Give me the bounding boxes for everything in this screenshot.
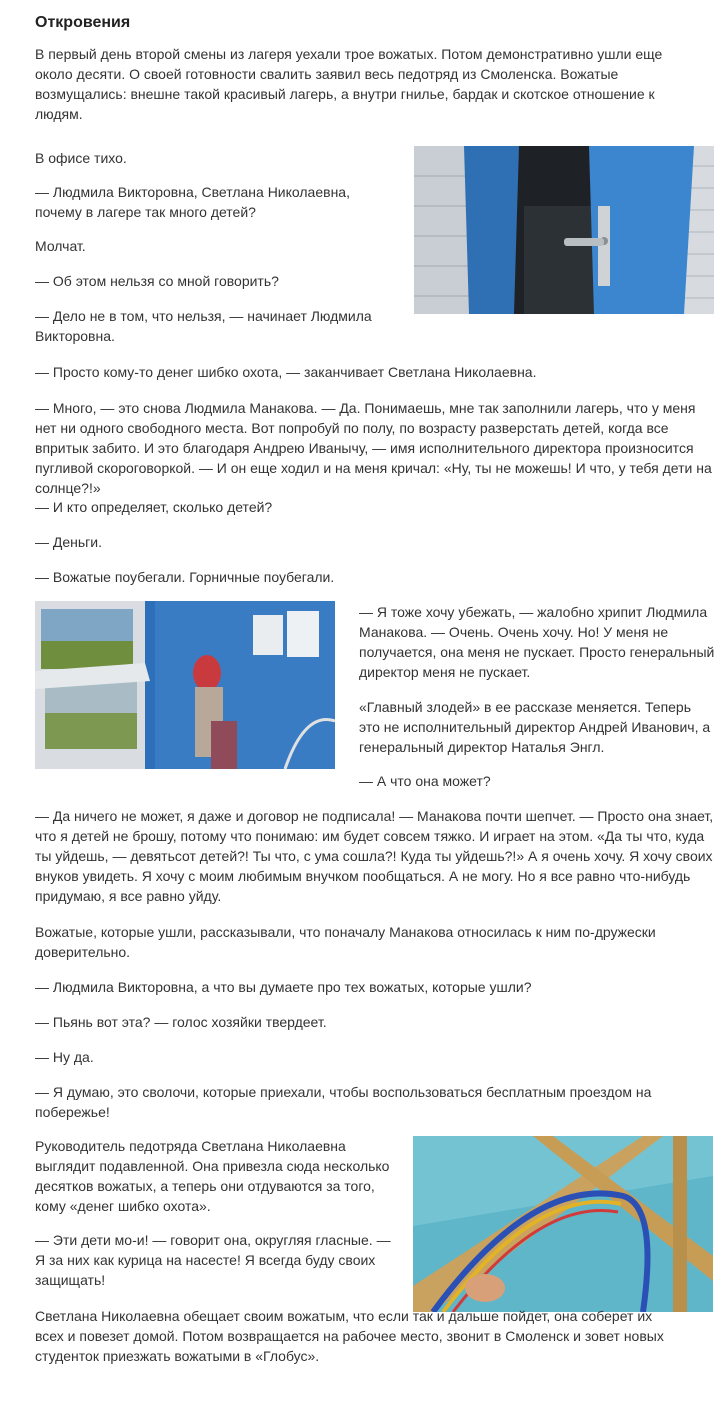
paragraph-counselors-told: Вожатые, которые ушли, рассказывали, что поначалу Манакова относилась к ним по-дружески доверительно. <box>35 924 656 960</box>
paragraph-my-children: — Эти дети мо-и! — говорит она, округляя гласные. — Я за них как курица на насесте! Я всегда буду своих защищать! <box>35 1232 391 1288</box>
paragraph-what-can-she: — А что она может? <box>359 773 491 789</box>
paragraph-office-quiet: В офисе тихо. <box>35 150 127 166</box>
paragraph-ran-away: — Вожатые поубегали. Горничные поубегали. <box>35 569 335 585</box>
paragraph-not-forbidden: — Дело не в том, что нельзя, — начинает Людмила Викторовна. <box>35 308 372 344</box>
paragraph-money: — Просто кому-то денег шибко охота, — заканчивает Светлана Николаевна. <box>35 364 537 380</box>
paragraph-want-to-run: — Я тоже хочу убежать, — жалобно хрипит Людмила Манакова. — Очень. Очень хочу. Но! У меня не получается, она меня не пускает. Просто генеральный директор меня не пускает. <box>359 604 715 680</box>
paragraph-yes: — Ну да. <box>35 1049 94 1065</box>
paragraph-money-answer: — Деньги. <box>35 534 102 550</box>
paragraph-intro: В первый день второй смены из лагеря уехали трое вожатых. Потом демонстративно ушли еще около десяти. О своей готовности свалить заявил весь педотряд из Смоленска. Вожатые возмущались: внешне такой красивый лагерь, а внутри гнилье, бардак и скотское отношение к людям. <box>35 46 663 122</box>
paragraph-scoundrels: — Я думаю, это сволочи, которые приехали, чтобы воспользоваться бесплатным проездом на побережье! <box>35 1084 652 1120</box>
photo-open-door <box>414 146 714 314</box>
paragraph-silence: Молчат. <box>35 238 86 254</box>
paragraph-nothing-can: — Да ничего не может, я даже и договор не подписала! — Манакова почти шепчет. — Просто она знает, что я детей не брошу, потому что понимаю: им будет совсем тяжко. И играет на этом. «Да ты что, куда ты уйдешь, — девятьсот детей?! Ты что, с ума сошла?! Куда ты уйдешь?!» А я очень хочу. Я хочу своих внуков увидеть. Я хочу с моим любимым внучком пообщаться. А не могу. Но я все равно что-нибудь придумаю, я все равно уйду. <box>35 808 714 904</box>
paragraph-main-villain: «Главный злодей» в ее рассказе меняется. Теперь это не исполнительный директор Андрей Иванович, а генеральный директор Наталья Энгл. <box>359 699 711 755</box>
photo-blue-room <box>35 601 335 769</box>
paragraph-what-think: — Людмила Викторовна, а что вы думаете про тех вожатых, которые ушли? <box>35 979 532 995</box>
paragraph-drunks: — Пьянь вот эта? — голос хозяйки твердеет. <box>35 1014 327 1030</box>
paragraph-who-decides: — И кто определяет, сколько детей? <box>35 499 273 515</box>
paragraph-cannot-talk: — Об этом нельзя со мной говорить? <box>35 273 279 289</box>
photo-hoop <box>413 1136 713 1312</box>
paragraph-promise: Светлана Николаевна обещает своим вожатым, что если так и дальше пойдет, она соберет их всех и повезет домой. Потом возвращается на рабочее место, звонит в Смоленск и зовет новых студенток приезжать вожатыми в «Глобус». <box>35 1308 664 1364</box>
paragraph-question-children: — Людмила Викторовна, Светлана Николаевна, почему в лагере так много детей? <box>35 184 350 220</box>
article-title: Откровения <box>35 14 131 31</box>
paragraph-many: — Много, — это снова Людмила Манакова. — Да. Понимаешь, мне так заполнили лагерь, что у меня нет ни одного свободного места. Вот попробуй по полу, по возрасту разверстать детей, когда все впритык забито. И это благодаря Андрею Иванычу, — имя исполнительного директора произносится пугливой скороговоркой. — И он еще ходил и на меня кричал: «Ну, ты не можешь! И что, у тебя дети на солнце?!» <box>35 400 712 496</box>
paragraph-leader: Руководитель педотряда Светлана Николаевна выглядит подавленной. Она привезла сюда несколько десятков вожатых, а теперь они отдуваются за того, кому «денег шибко охота». <box>35 1138 390 1214</box>
